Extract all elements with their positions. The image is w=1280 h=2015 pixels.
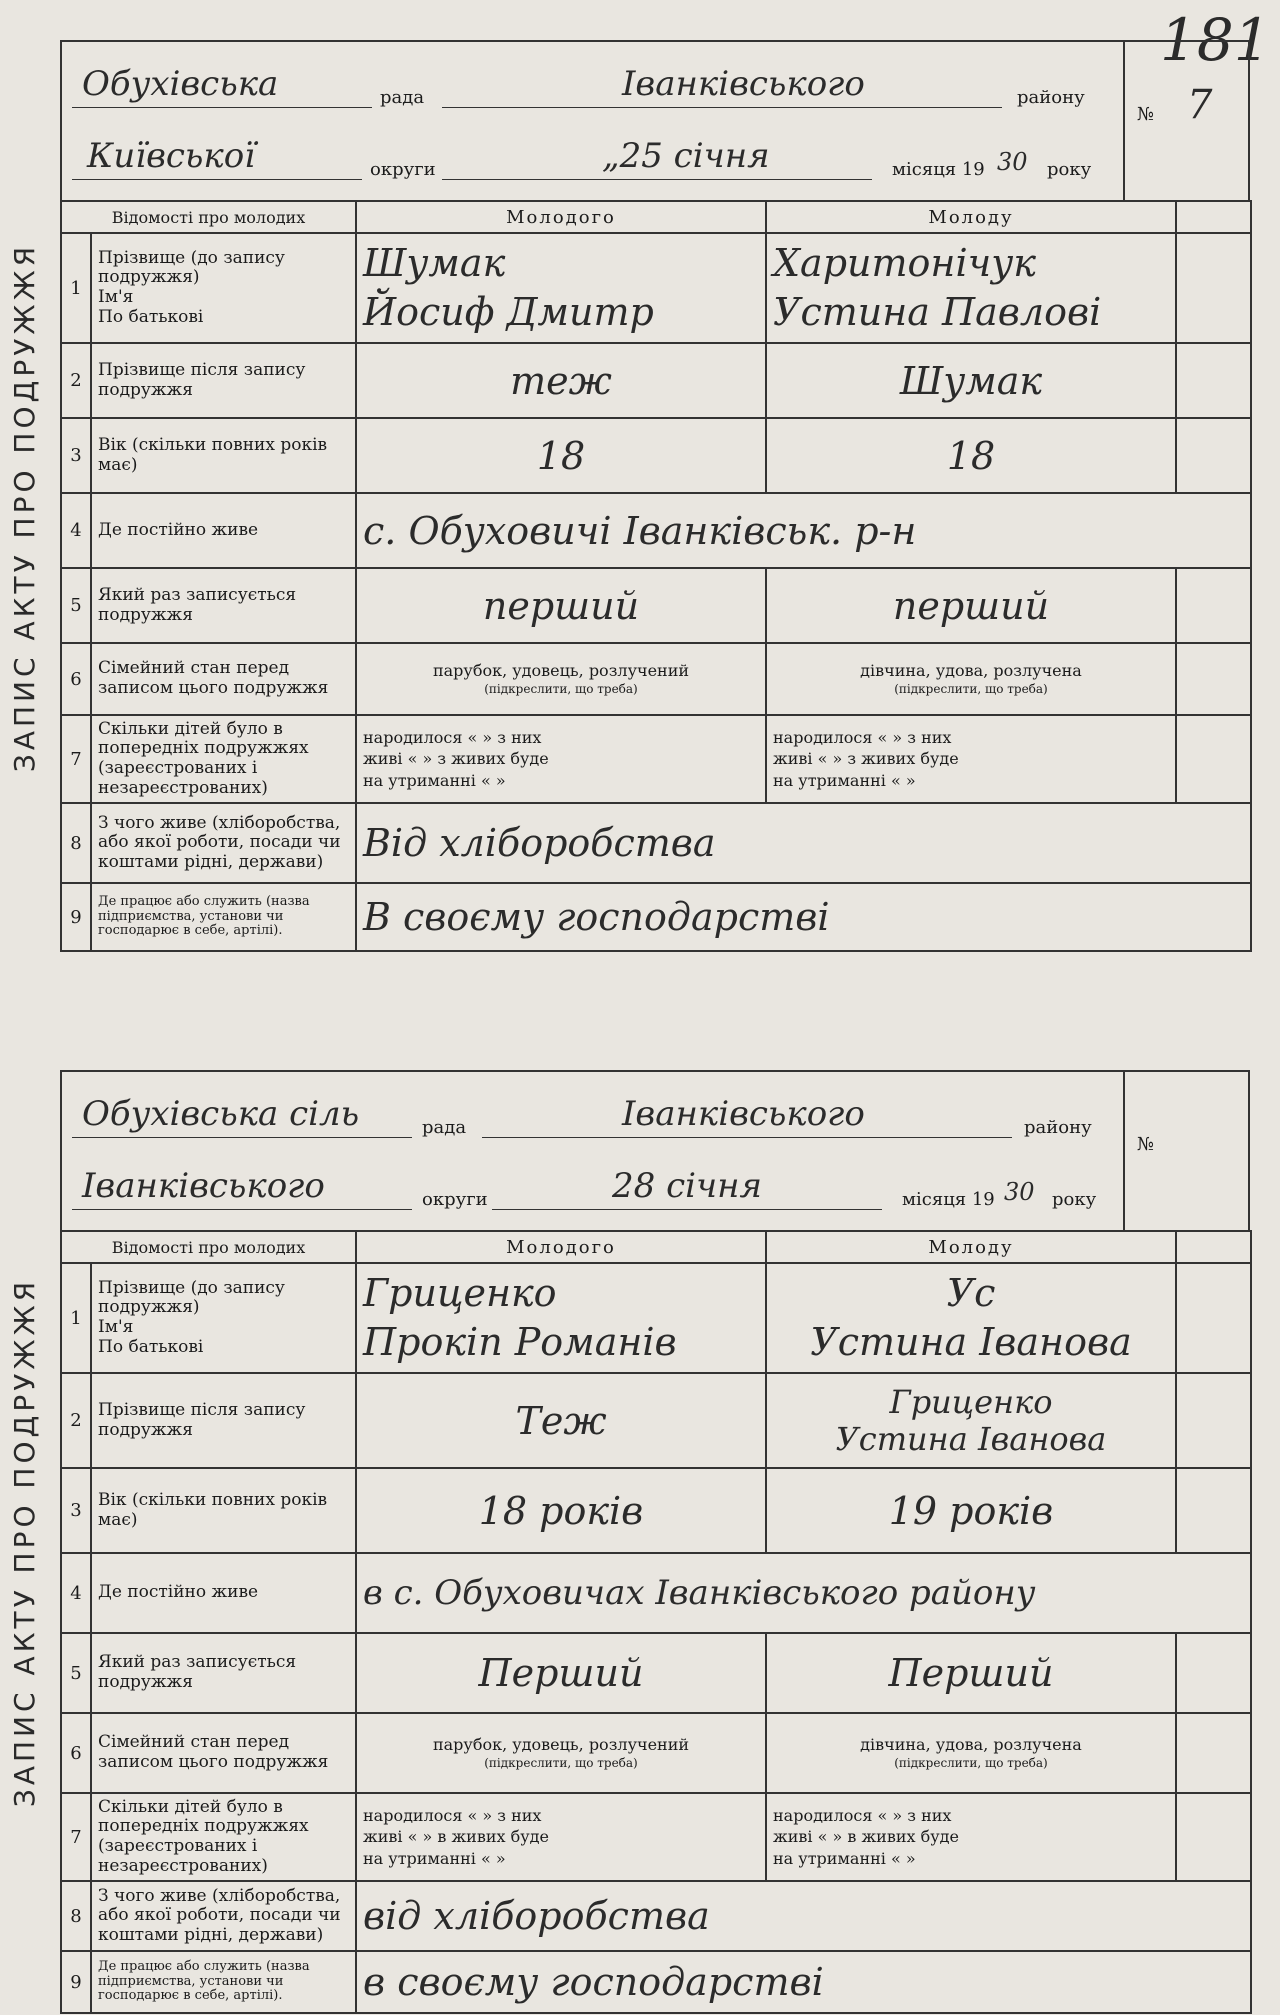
row-number: 4 (61, 1553, 91, 1633)
groom-name: Шумак Йосиф Дмитр (363, 240, 654, 334)
year-label: року (1047, 159, 1092, 180)
header-info: Відомості про молодих (61, 1231, 356, 1263)
row-number: 7 (61, 1793, 91, 1881)
number-label: № (1137, 1134, 1155, 1155)
row-question: Вік (скільки повних років має) (91, 418, 356, 493)
okruga-value: Іванківського (82, 1166, 325, 1206)
row-number: 3 (61, 1468, 91, 1553)
groom-marriage-count: перший (482, 583, 640, 628)
row-question: З чого живе (хліборобства, або якої роботи, посади чи коштами рідні, держави) (91, 803, 356, 883)
livelihood: Від хліборобства (363, 821, 716, 865)
bride-children: народилося « » з них живі « » з живих буде на утриманні « » (773, 727, 959, 790)
row-question: Прізвище (до запису подружжя) Ім'я По батькові (91, 233, 356, 343)
header-info: Відомості про молодих (61, 201, 356, 233)
date-day: „25 січня (602, 136, 770, 176)
workplace: в своєму господарстві (363, 1960, 824, 2004)
row-number: 2 (61, 343, 91, 418)
year-label: року (1052, 1189, 1097, 1210)
form-header (60, 1070, 1250, 1230)
row-number: 2 (61, 1373, 91, 1468)
raion-label: району (1017, 87, 1085, 108)
row-number: 3 (61, 418, 91, 493)
raion-value: Іванківського (622, 1094, 865, 1134)
header-bride: Молоду (766, 201, 1176, 233)
bride-children: народилося « » з них живі « » в живих буде на утриманні « » (773, 1805, 959, 1868)
hint: (підкреслити, що треба) (894, 681, 1048, 696)
row-number: 8 (61, 1881, 91, 1951)
record-table (60, 200, 1252, 952)
row-number: 5 (61, 1633, 91, 1713)
year-value: 30 (1004, 1178, 1035, 1206)
marriage-record-form-1 (0, 40, 1280, 975)
row-question: Прізвище після запису подружжя (91, 1373, 356, 1468)
page-number: 181 (1160, 6, 1271, 74)
bride-surname-after: Гриценко Устина Іванова (835, 1382, 1107, 1458)
raion-label: району (1024, 1117, 1092, 1138)
row-question: З чого живе (хліборобства, або якої роботи, посади чи коштами рідні, держави) (91, 1881, 356, 1951)
record-number-box (1123, 1072, 1248, 1232)
okruga-value: Київської (87, 136, 256, 176)
side-label: ЗАПИС АКТУ ПРО ПОДРУЖЖЯ (8, 242, 42, 773)
hint: (підкреслити, що треба) (484, 1755, 638, 1770)
month-label: місяця 19 (892, 159, 985, 180)
row-question: Прізвище після запису подружжя (91, 343, 356, 418)
bride-name: Харитонічук Устина Павлові (773, 240, 1102, 334)
row-question: Де працює або служить (назва підприємства, установи чи господарює в себе, артілі). (91, 1951, 356, 2013)
number-value: 7 (1187, 82, 1213, 128)
groom-marriage-count: Перший (478, 1651, 644, 1695)
rada-value: Обухівська (82, 64, 279, 104)
row-question: Вік (скільки повних років має) (91, 1468, 356, 1553)
hint: (підкреслити, що треба) (484, 681, 638, 696)
row-question: Який раз записується подружжя (91, 568, 356, 643)
bride-age: 18 (946, 433, 996, 478)
number-label: № (1137, 104, 1155, 125)
marriage-record-form-2 (0, 1070, 1280, 2015)
row-number: 7 (61, 715, 91, 803)
row-number: 6 (61, 1713, 91, 1793)
workplace: В своєму господарстві (363, 895, 830, 939)
residence: в с. Обуховичах Іванківського району (363, 1573, 1036, 1613)
row-question: Де працює або служить (назва підприємства, установи чи господарює в себе, артілі). (91, 883, 356, 951)
bride-name: Ус Устина Іванова (810, 1270, 1132, 1364)
hint: (підкреслити, що треба) (894, 1755, 1048, 1770)
bride-marriage-count: Перший (888, 1651, 1054, 1695)
header-bride: Молоду (766, 1231, 1176, 1263)
groom-surname-after: Теж (515, 1398, 607, 1443)
row-question: Який раз записується подружжя (91, 1633, 356, 1713)
record-table (60, 1230, 1252, 2014)
livelihood: від хліборобства (363, 1894, 710, 1938)
row-question: Сімейний стан перед записом цього подружжя (91, 643, 356, 715)
bride-status-options: дівчина, удова, розлучена (860, 660, 1082, 680)
groom-status-options: парубок, удовець, розлучений (432, 660, 690, 680)
bride-surname-after: Шумак (899, 358, 1043, 403)
row-question: Скільки дітей було в попередніх подружжях (зареєстрованих і незареєстрованих) (91, 1793, 356, 1881)
row-number: 8 (61, 803, 91, 883)
groom-name: Гриценко Прокіп Романів (363, 1270, 677, 1364)
row-number: 9 (61, 1951, 91, 2013)
month-label: місяця 19 (902, 1189, 995, 1210)
raion-value: Іванківського (622, 64, 865, 104)
row-question: Сімейний стан перед записом цього подружжя (91, 1713, 356, 1793)
groom-children: народилося « » з них живі « » з живих буде на утриманні « » (363, 727, 549, 790)
row-question: Прізвище (до запису подружжя) Ім'я По батькові (91, 1263, 356, 1373)
bride-status-options: дівчина, удова, розлучена (860, 1734, 1082, 1754)
bride-marriage-count: перший (892, 583, 1050, 628)
groom-age: 18 (536, 433, 586, 478)
groom-status-options: парубок, удовець, розлучений (432, 1734, 690, 1754)
date-day: 28 січня (612, 1166, 763, 1206)
row-question: Скільки дітей було в попередніх подружжях (зареєстрованих і незареєстрованих) (91, 715, 356, 803)
year-value: 30 (997, 148, 1028, 176)
side-label: ЗАПИС АКТУ ПРО ПОДРУЖЖЯ (8, 1277, 42, 1808)
form-header (60, 40, 1250, 200)
residence: с. Обуховичі Іванківськ. р-н (363, 508, 917, 553)
groom-surname-after: теж (510, 358, 612, 403)
record-number-box (1123, 42, 1248, 202)
okruga-label: округи (370, 159, 436, 180)
row-number: 1 (61, 1263, 91, 1373)
okruga-label: округи (422, 1189, 488, 1210)
header-groom: Молодого (356, 201, 766, 233)
groom-children: народилося « » з них живі « » в живих буде на утриманні « » (363, 1805, 549, 1868)
header-groom: Молодого (356, 1231, 766, 1263)
row-number: 6 (61, 643, 91, 715)
row-number: 9 (61, 883, 91, 951)
row-question: Де постійно живе (91, 493, 356, 568)
row-number: 5 (61, 568, 91, 643)
row-number: 1 (61, 233, 91, 343)
row-question: Де постійно живе (91, 1553, 356, 1633)
bride-age: 19 років (888, 1488, 1054, 1533)
rada-label: рада (422, 1117, 467, 1138)
rada-label: рада (380, 87, 425, 108)
groom-age: 18 років (478, 1488, 644, 1533)
rada-value: Обухівська сіль (82, 1094, 360, 1134)
row-number: 4 (61, 493, 91, 568)
